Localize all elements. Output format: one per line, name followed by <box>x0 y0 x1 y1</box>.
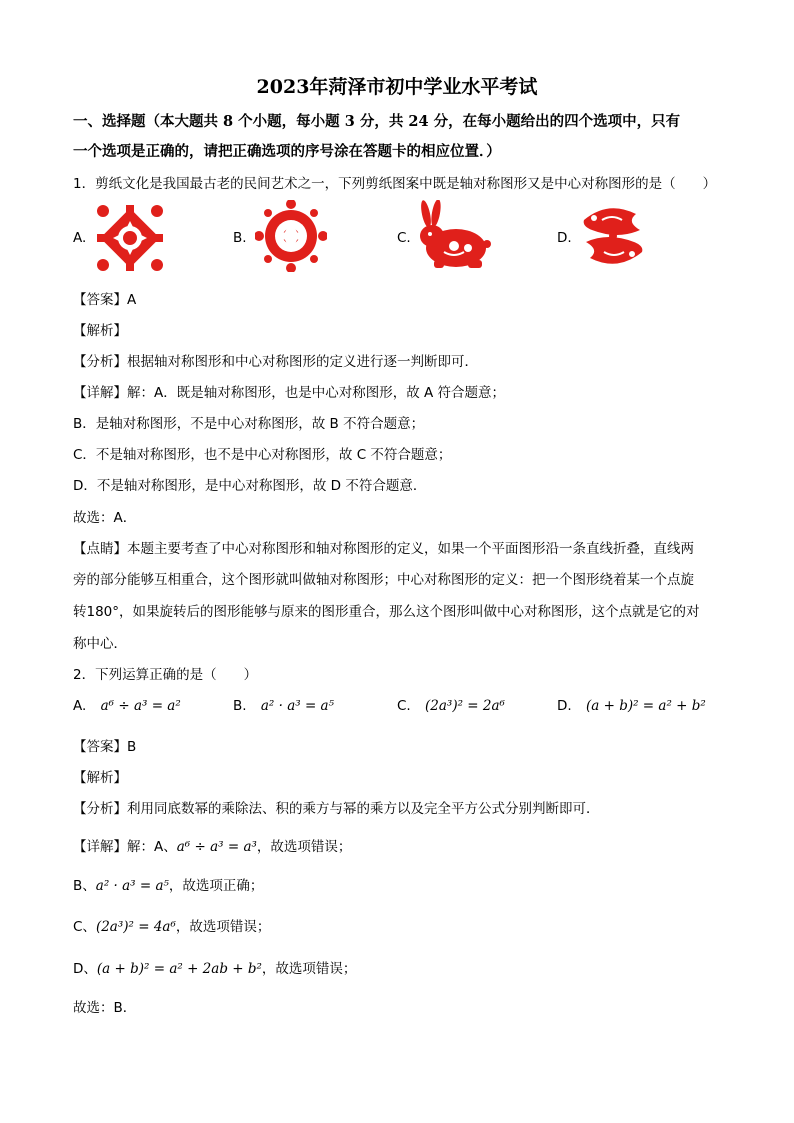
q1-choice: 故选：A． <box>73 510 137 526</box>
q2-option-a <box>73 698 181 714</box>
q1-option-c-label: C. <box>397 230 411 246</box>
q1-analysis-tag: 【解析】 <box>73 323 127 339</box>
page-title: 2023年菏泽市初中学业水平考试 <box>256 76 538 98</box>
q1-xiangjie-line: 【详解】解：A．既是轴对称图形，也是中心对称图形，故 A 符合题意； <box>73 385 506 401</box>
q2-fenxi: 【分析】利用同底数幂的乘除法、积的乘方与幂的乘方以及完全平方公式分别判断即可． <box>73 801 600 817</box>
q2-xiangjie-line <box>73 835 351 855</box>
q2-xiangjie-suffix: ，故选项正确； <box>168 878 264 894</box>
q2-option-b-expr: a² · a³ = a⁵ <box>260 698 335 714</box>
papercut-snowflake-b-image <box>255 200 327 272</box>
section-heading-line1: 一、选择题（本大题共 8 个小题，每小题 3 分，共 24 分，在每小题给出的四个选项中，只有 <box>73 113 681 130</box>
papercut-double-fish-d-image <box>578 200 648 272</box>
q2-xiangjie-prefix: C、 <box>73 919 96 935</box>
q2-xiangjie-line <box>73 874 263 894</box>
q2-option-c-expr: (2a³)² = 2a⁶ <box>425 698 505 714</box>
q2-option-d-expr: (a + b)² = a² + b² <box>585 698 706 714</box>
q2-option-c <box>397 698 505 714</box>
q2-option-d <box>557 698 706 714</box>
q2-xiangjie-prefix: D、 <box>73 961 97 977</box>
q2-stem: 2．下列运算正确的是（ ） <box>73 667 258 683</box>
q2-xiangjie-suffix: ，故选项错误； <box>261 961 357 977</box>
q1-option-d-label: D. <box>557 230 572 246</box>
papercut-rabbit-c-image <box>414 200 492 272</box>
q2-option-a-label: A. <box>73 698 87 714</box>
q2-xiangjie-expr: a² · a³ = a⁵ <box>95 878 169 894</box>
q1-xiangjie-line: C．不是轴对称图形，也不是中心对称图形，故 C 不符合题意； <box>73 447 452 463</box>
q1-dianjing-line: 称中心． <box>73 636 127 652</box>
q2-option-b <box>233 698 334 714</box>
q2-xiangjie-suffix: ，故选项错误； <box>175 919 271 935</box>
q1-answer: 【答案】A <box>73 292 137 308</box>
q2-analysis-tag: 【解析】 <box>73 770 127 786</box>
q1-xiangjie-line: D．不是轴对称图形，是中心对称图形，故 D 不符合题意． <box>73 478 427 494</box>
q2-option-a-expr: a⁶ ÷ a³ = a² <box>100 698 181 714</box>
q2-xiangjie-line <box>73 957 356 977</box>
q2-xiangjie-expr: (a + b)² = a² + 2ab + b² <box>96 961 262 977</box>
q2-xiangjie-expr: (2a³)² = 4a⁶ <box>95 919 176 935</box>
q1-stem: 1．剪纸文化是我国最古老的民间艺术之一，下列剪纸图案中既是轴对称图形又是中心对称图形的是（ ） <box>73 176 717 192</box>
q1-option-b-label: B. <box>233 230 247 246</box>
q2-xiangjie-line <box>73 915 270 935</box>
q2-answer: 【答案】B <box>73 739 137 755</box>
q2-xiangjie-expr: a⁶ ÷ a³ = a³ <box>176 839 257 855</box>
q1-dianjing-line: 旁的部分能够互相重合，这个图形就叫做轴对称图形；中心对称图形的定义：把一个图形绕着某一个点旋 <box>73 572 694 588</box>
q1-option-a-label: A. <box>73 230 87 246</box>
q2-option-c-label: C. <box>397 698 411 714</box>
q2-option-b-label: B. <box>233 698 247 714</box>
q2-xiangjie-suffix: ，故选项错误； <box>256 839 352 855</box>
q1-dianjing-line: 转180°，如果旋转后的图形能够与原来的图形重合，那么这个图形叫做中心对称图形，这个点就是它的对 <box>73 604 700 620</box>
q2-xiangjie-prefix: 【详解】解：A、 <box>73 839 177 855</box>
q1-xiangjie-line: B．是轴对称图形，不是中心对称图形，故 B 不符合题意； <box>73 416 425 432</box>
papercut-pattern-a-image <box>95 203 165 273</box>
q2-option-d-label: D. <box>557 698 572 714</box>
section-heading-line2: 一个选项是正确的，请把正确选项的序号涂在答题卡的相应位置．） <box>73 143 501 160</box>
q2-xiangjie-prefix: B、 <box>73 878 96 894</box>
q2-choice: 故选：B． <box>73 1000 137 1016</box>
q1-dianjing-line: 【点睛】本题主要考查了中心对称图形和轴对称图形的定义，如果一个平面图形沿一条直线折叠，直线两 <box>73 541 694 557</box>
q1-fenxi: 【分析】根据轴对称图形和中心对称图形的定义进行逐一判断即可． <box>73 354 478 370</box>
